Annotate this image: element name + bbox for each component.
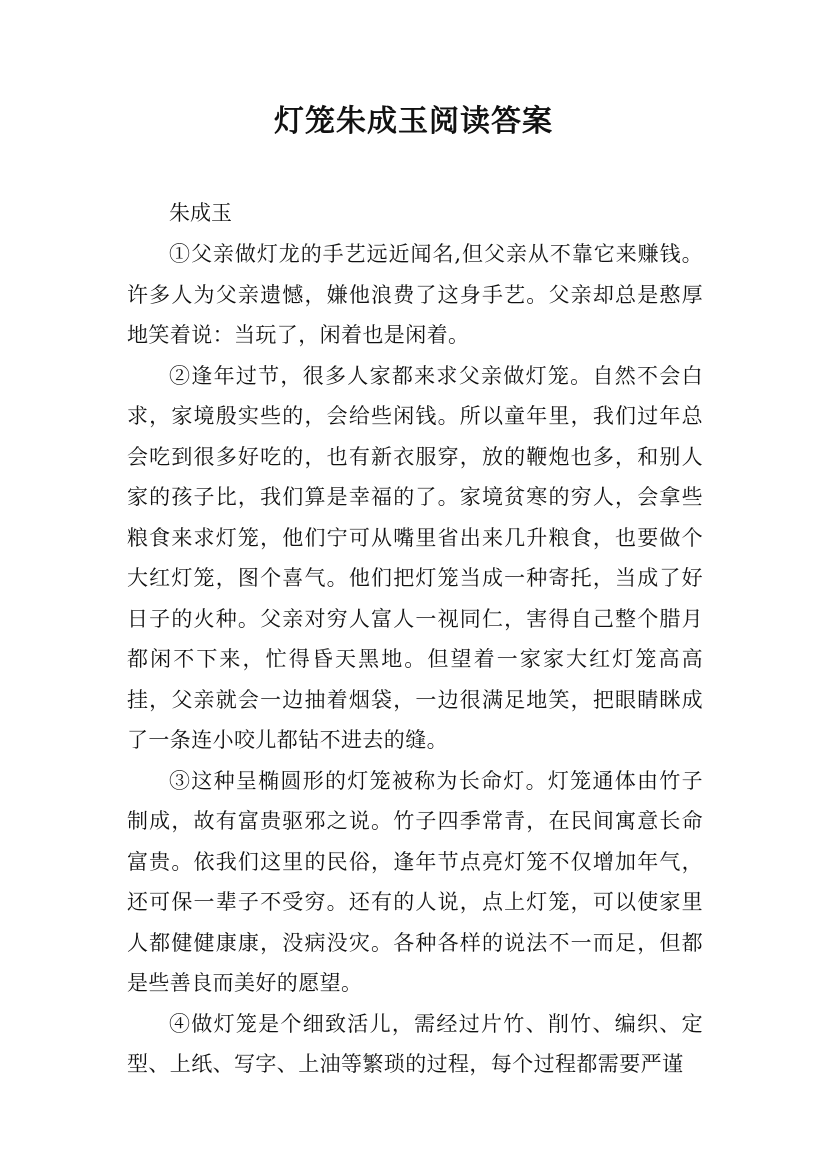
paragraph-1: ①父亲做灯龙的手艺远近闻名,但父亲从不靠它来赚钱。许多人为父亲遗憾，嫌他浪费了这身手艺。父亲却总是憨厚地笑着说：当玩了，闲着也是闲着。 <box>127 242 703 347</box>
document-title: 灯笼朱成玉阅读答案 <box>274 104 553 139</box>
author-name: 朱成玉 <box>169 201 232 225</box>
paragraph-3: ③这种呈椭圆形的灯笼被称为长命灯。灯笼通体由竹子制成，故有富贵驱邪之说。竹子四季常青，在民间寓意长命富贵。依我们这里的民俗，逢年节点亮灯笼不仅增加年气，还可保一辈子不受穷。还有的人说，点上灯笼，可以使家里人都健健康康，没病没灾。各种各样的说法不一而足，但都是些善良而美好的愿望。 <box>127 768 703 995</box>
paragraph-2: ②逢年过节，很多人家都来求父亲做灯笼。自然不会白求，家境殷实些的，会给些闲钱。所以童年里，我们过年总会吃到很多好吃的，也有新衣服穿，放的鞭炮也多，和别人家的孩子比，我们算是幸福的了。家境贫寒的穷人，会拿些粮食来求灯笼，他们宁可从嘴里省出来几升粮食，也要做个大红灯笼，图个喜气。他们把灯笼当成一种寄托，当成了好日子的火种。父亲对穷人富人一视同仁，害得自己整个腊月都闲不下来，忙得昏天黑地。但望着一家家大红灯笼高高挂，父亲就会一边抽着烟袋，一边很满足地笑，把眼睛眯成了一条连小咬儿都钻不进去的缝。 <box>127 363 703 752</box>
paragraph-4: ④做灯笼是个细致活儿，需经过片竹、削竹、编织、定型、上纸、写字、上油等繁琐的过程，每个过程都需要严谨 <box>127 1011 703 1076</box>
article-body <box>127 193 703 1085</box>
